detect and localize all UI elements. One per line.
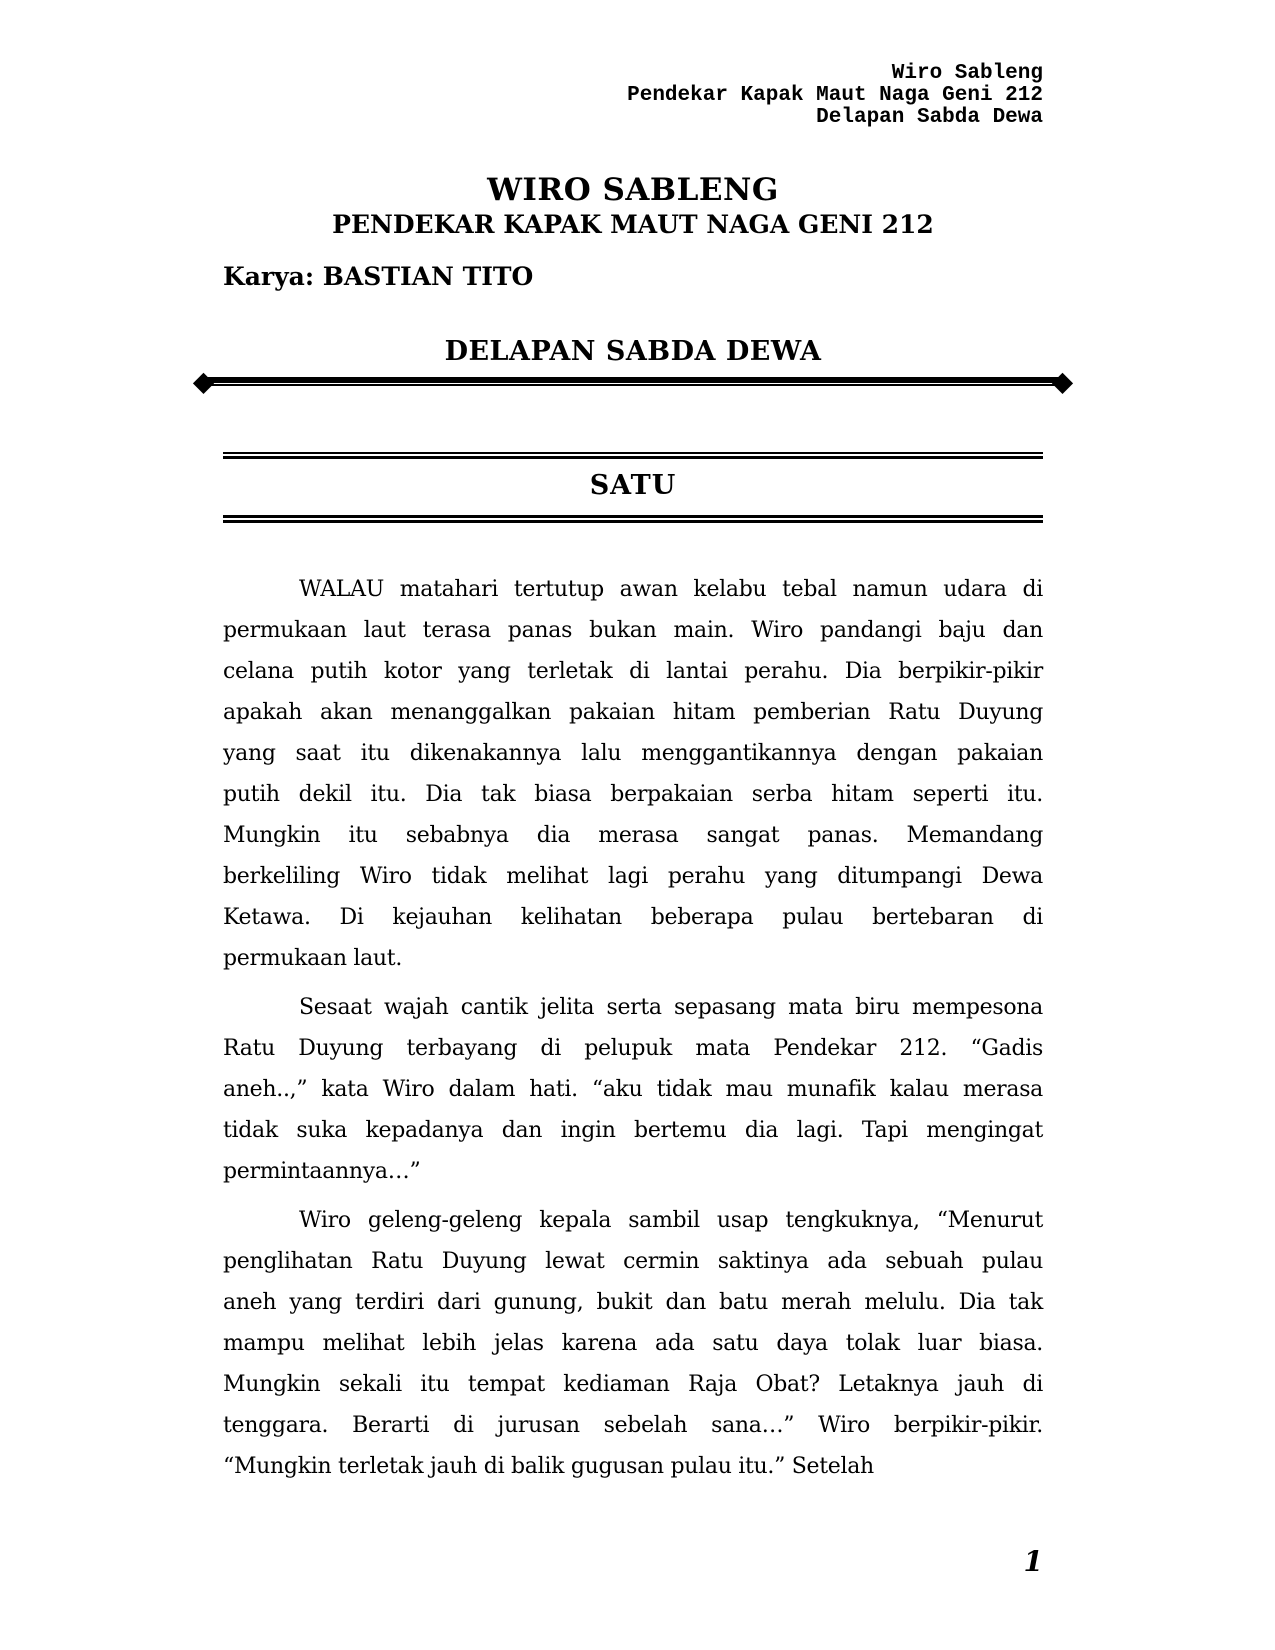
text-line: permukaan laut terasa panas bukan main. Wiro pandangi baju dan	[223, 618, 1043, 643]
diamond-ornament-right-icon	[1052, 372, 1073, 393]
running-header-line: Wiro Sableng	[891, 62, 1043, 85]
chapter-rule-bottom	[223, 515, 1043, 523]
page-content	[223, 0, 1043, 1487]
chapter-title: SATU	[589, 470, 677, 501]
text-line: tenggara. Berarti di jurusan sebelah sana…” Wiro berpikir-pikir.	[223, 1413, 1043, 1438]
text-line: Sesaat wajah cantik jelita serta sepasang mata biru mempesona	[299, 995, 1043, 1020]
text-line: yang saat itu dikenakannya lalu menggantikannya dengan pakaian	[223, 741, 1043, 766]
text-line: mampu melihat lebih jelas karena ada satu daya tolak luar biasa.	[223, 1331, 1043, 1356]
chapter-heading-box	[223, 452, 1043, 523]
paragraph	[223, 569, 1043, 979]
text-line: Ketawa. Di kejauhan kelihatan beberapa pulau bertebaran di	[223, 905, 1043, 930]
running-header	[223, 0, 1043, 129]
series-title: WIRO SABLENG	[487, 172, 779, 208]
series-subtitle: PENDEKAR KAPAK MAUT NAGA GENI 212	[332, 210, 934, 239]
text-line: putih dekil itu. Dia tak biasa berpakaian serba hitam seperti itu.	[223, 782, 1043, 807]
text-line: tidak suka kepadanya dan ingin bertemu dia lagi. Tapi mengingat	[223, 1118, 1043, 1143]
text-line: berkeliling Wiro tidak melihat lagi perahu yang ditumpangi Dewa	[223, 864, 1043, 889]
text-line: penglihatan Ratu Duyung lewat cermin saktinya ada sebuah pulau	[223, 1249, 1043, 1274]
text-line: aneh yang terdiri dari gunung, bukit dan batu merah melulu. Dia tak	[223, 1290, 1043, 1315]
text-line: WALAU matahari tertutup awan kelabu tebal namun udara di	[299, 577, 1043, 602]
text-line: “Mungkin terletak jauh di balik gugusan pulau itu.” Setelah	[223, 1454, 874, 1479]
running-header-line: Pendekar Kapak Maut Naga Geni 212	[627, 84, 1043, 107]
author-line: Karya: BASTIAN TITO	[223, 262, 534, 291]
diamond-rule	[203, 377, 1063, 386]
body-text	[223, 569, 1043, 1487]
text-line: celana putih kotor yang terletak di lantai perahu. Dia berpikir-pikir	[223, 659, 1043, 684]
paragraph	[223, 1200, 1043, 1487]
text-line: apakah akan menanggalkan pakaian hitam pemberian Ratu Duyung	[223, 700, 1043, 725]
text-line: aneh..,” kata Wiro dalam hati. “aku tidak mau munafik kalau merasa	[223, 1077, 1043, 1102]
page-number: 1	[1023, 1545, 1043, 1578]
running-header-line: Delapan Sabda Dewa	[816, 106, 1043, 129]
text-line: Mungkin sekali itu tempat kediaman Raja Obat? Letaknya jauh di	[223, 1372, 1043, 1397]
text-line: Mungkin itu sebabnya dia merasa sangat panas. Memandang	[223, 823, 1043, 848]
diamond-ornament-left-icon	[193, 372, 214, 393]
paragraph	[223, 987, 1043, 1192]
text-line: Ratu Duyung terbayang di pelupuk mata Pendekar 212. “Gadis	[223, 1036, 1043, 1061]
text-line: permukaan laut.	[223, 946, 403, 971]
chapter-rule-top	[223, 452, 1043, 459]
text-line: Wiro geleng-geleng kepala sambil usap tengkuknya, “Menurut	[299, 1208, 1043, 1233]
episode-title: DELAPAN SABDA DEWA	[444, 336, 822, 367]
text-line: permintaannya…”	[223, 1159, 421, 1184]
